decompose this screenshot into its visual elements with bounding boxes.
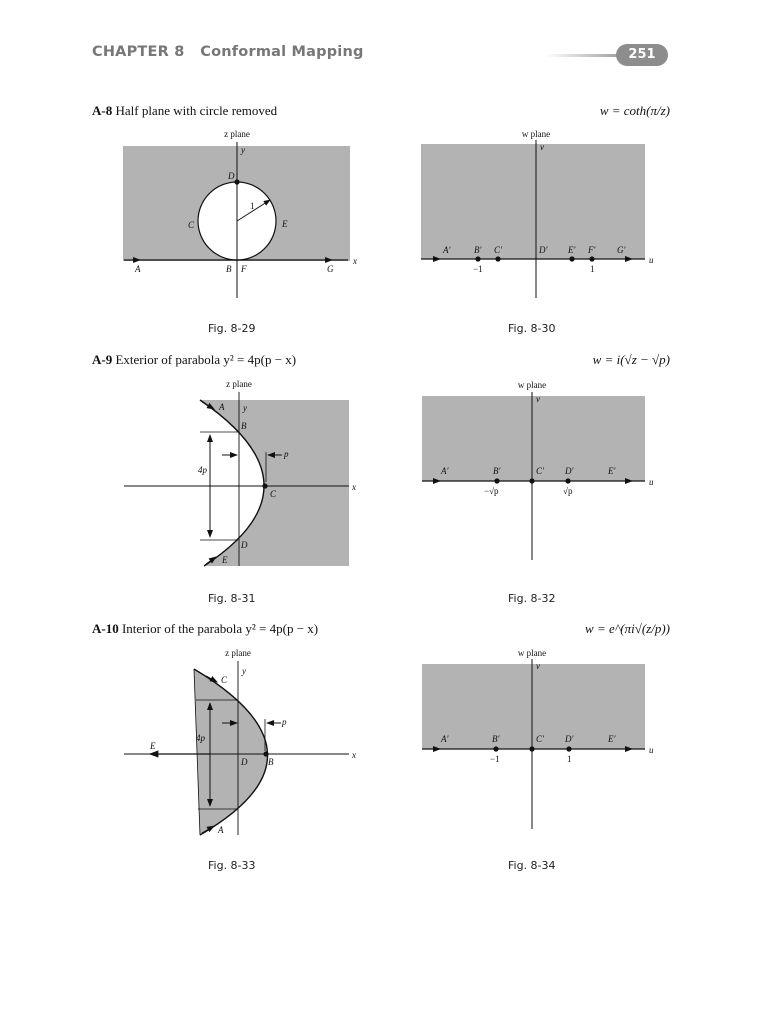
caption-fig-8-29: Fig. 8-29 — [208, 322, 256, 335]
plane-label: z plane — [226, 379, 252, 389]
y-axis-label: y — [241, 145, 245, 155]
x-axis-label: x — [353, 256, 357, 266]
label-a: A — [219, 402, 225, 412]
section-label: A-10 — [92, 621, 119, 636]
label-b: B — [241, 421, 247, 431]
point-b — [475, 256, 480, 261]
label-f: F — [241, 264, 247, 274]
caption-fig-8-31: Fig. 8-31 — [208, 592, 256, 605]
point-d — [234, 179, 239, 184]
label-d: D′ — [565, 466, 574, 476]
label-b: B′ — [492, 734, 500, 744]
tick-minus-sqrt-p: −√p — [484, 486, 499, 496]
label-a: A — [135, 264, 141, 274]
label-4p: 4p — [196, 733, 205, 743]
label-p: p — [282, 717, 287, 727]
y-axis-label: y — [243, 403, 247, 413]
label-d: D′ — [565, 734, 574, 744]
point-b — [493, 746, 498, 751]
point-d — [566, 746, 571, 751]
label-e: E — [222, 555, 228, 565]
figure-8-29 — [110, 128, 370, 303]
v-axis-label: v — [536, 661, 540, 671]
chapter-title: CHAPTER 8 Conformal Mapping — [92, 44, 364, 60]
point-f — [589, 256, 594, 261]
v-axis-label: v — [540, 142, 544, 152]
header-rule — [545, 54, 625, 57]
label-f: F′ — [588, 245, 596, 255]
label-a: A′ — [441, 466, 449, 476]
label-a: A — [218, 825, 224, 835]
label-d: D — [241, 757, 248, 767]
label-c: C — [221, 675, 228, 685]
u-axis-label: u — [649, 255, 654, 265]
label-e: E′ — [608, 466, 616, 476]
label-c: C′ — [494, 245, 502, 255]
label-a: A′ — [443, 245, 451, 255]
section-formula-a10: w = e^(πi√(z/p)) — [585, 621, 670, 636]
y-axis-label: y — [242, 666, 246, 676]
label-b: B — [226, 264, 232, 274]
section-heading: Half plane with circle removed — [115, 103, 278, 118]
label-e: E — [150, 741, 156, 751]
label-g: G — [327, 264, 334, 274]
point-c — [529, 746, 534, 751]
label-d: D — [228, 171, 235, 181]
point-c — [262, 483, 267, 488]
section-title-a10 — [92, 621, 318, 637]
x-axis-label: x — [352, 750, 356, 760]
tick-minus-1: −1 — [473, 264, 483, 274]
label-d: D′ — [539, 245, 548, 255]
caption-fig-8-30: Fig. 8-30 — [508, 322, 556, 335]
label-g: G′ — [617, 245, 626, 255]
x-axis-label: x — [352, 482, 356, 492]
plane-label: w plane — [517, 380, 547, 390]
figure-8-32 — [410, 378, 670, 573]
tick-1: 1 — [567, 754, 572, 764]
u-axis-label: u — [649, 745, 654, 755]
label-c: C′ — [536, 466, 544, 476]
u-axis-label: u — [649, 477, 654, 487]
point-b — [494, 478, 499, 483]
caption-fig-8-34: Fig. 8-34 — [508, 859, 556, 872]
tick-minus-1: −1 — [490, 754, 500, 764]
label-a: A′ — [441, 734, 449, 744]
section-heading: Interior of the parabola y² = 4p(p − x) — [121, 621, 319, 636]
figure-8-31 — [110, 378, 370, 573]
page-number-badge: 251 — [616, 44, 668, 66]
label-e: E — [282, 219, 288, 229]
point-c — [529, 478, 534, 483]
radius-label: 1 — [250, 201, 255, 211]
section-label: A-9 — [92, 352, 113, 367]
point-e — [569, 256, 574, 261]
label-d: D — [241, 540, 248, 550]
section-label: A-8 — [92, 103, 113, 118]
label-b: B — [268, 757, 274, 767]
caption-fig-8-32: Fig. 8-32 — [508, 592, 556, 605]
v-axis-label: v — [536, 394, 540, 404]
shaded-exterior — [200, 400, 349, 566]
section-formula-a8: w = coth(π/z) — [599, 103, 670, 118]
plane-label: z plane — [224, 129, 250, 139]
section-title-a8 — [92, 103, 277, 119]
page-header — [0, 0, 758, 80]
figure-8-33 — [110, 647, 370, 842]
figure-8-34 — [410, 647, 670, 842]
tick-1: 1 — [590, 264, 595, 274]
label-c: C — [188, 220, 195, 230]
label-b: B′ — [493, 466, 501, 476]
label-c: C′ — [536, 734, 544, 744]
point-c — [495, 256, 500, 261]
caption-fig-8-33: Fig. 8-33 — [208, 859, 256, 872]
plane-label: w plane — [521, 129, 551, 139]
point-b — [263, 751, 268, 756]
section-heading: Exterior of parabola y² = 4p(p − x) — [115, 352, 297, 367]
label-e: E′ — [568, 245, 576, 255]
label-4p: 4p — [198, 465, 207, 475]
figure-8-30 — [410, 128, 670, 303]
label-b: B′ — [474, 245, 482, 255]
point-d — [565, 478, 570, 483]
section-formula-a9: w = i(√z − √p) — [592, 352, 670, 367]
tick-sqrt-p: √p — [563, 486, 573, 496]
shaded-region — [421, 144, 645, 259]
label-c: C — [270, 489, 277, 499]
label-p: p — [284, 449, 289, 459]
label-e: E′ — [608, 734, 616, 744]
plane-label: w plane — [517, 648, 547, 658]
plane-label: z plane — [225, 648, 251, 658]
section-title-a9 — [92, 352, 296, 368]
